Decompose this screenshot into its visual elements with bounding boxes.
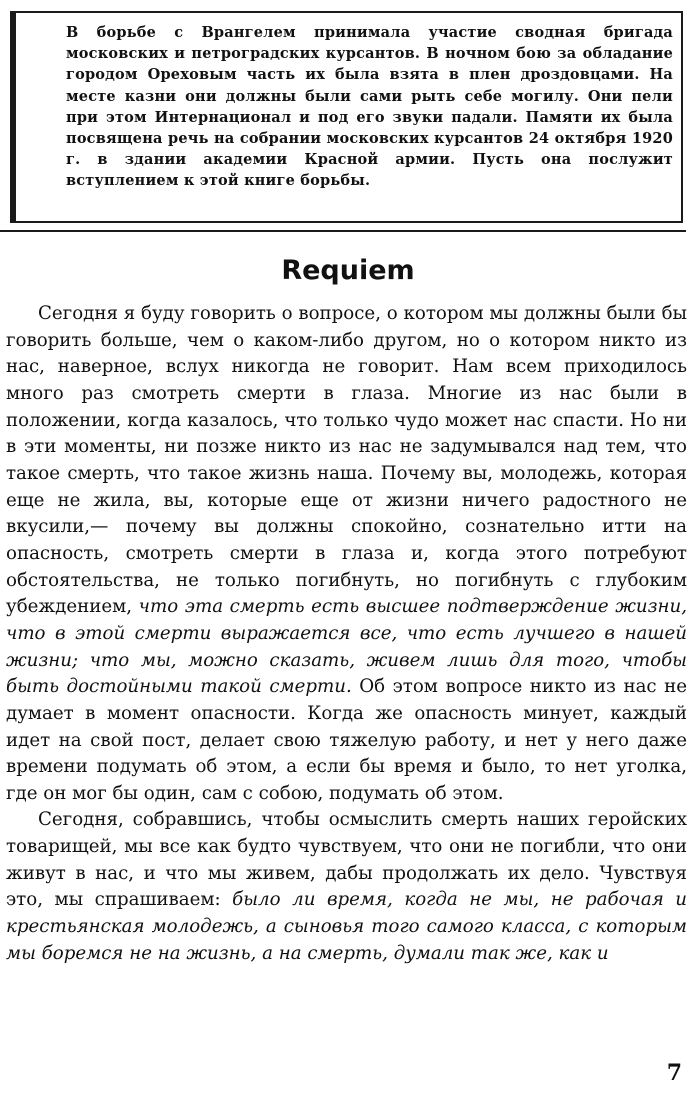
section-divider [0, 230, 686, 232]
paragraph-1-text-part-1: Сегодня я буду говорить о вопросе, о котором мы должны были бы говорить больше, чем о каком-либо другом, но о котором никто из нас, наверное, вслух никогда не говорит. Нам всем приходилось много раз смотреть смерти в глаза. Многие из нас были в положении, когда казалось, что только чудо может нас спасти. Но ни в эти моменты, ни позже никто из нас не задумывался над тем, что такое смерть, что такое жизнь наша. Почему вы, молодежь, которая еще не жила, вы, которые еще от жизни ничего радостного не вкусили,— почему вы должны спокойно, сознательно итти на опасность, смотреть смерти в глаза и, когда этого потребуют обстоятельства, не только погибнуть, но погибнуть с глубоким убеждением, [6, 303, 687, 618]
introductory-note-text: В борьбе с Врангелем принимала участие сводная бригада московских и петроградских курсантов. В ночном бою за обладание городом Ореховым часть их была взята в плен дроздовцами. На месте казни они должны были сами рыть себе могилу. Они пели при этом Интернационал и под его звуки падали. Памяти их была посвящена речь на собрании московских курсантов 24 октября 1920 г. в здании академии Красной армии. Пусть она послужит вступлением к этой книге борьбы. [66, 24, 673, 190]
paragraph-2-text-part-1: Сегодня, собравшись, чтобы осмыслить смерть наших геройских товарищей, мы все как будто чувствуем, что они не погибли, что они живут в нас, и что мы живем, дабы продолжать их дело. Чувствуя это, мы спрашиваем: [6, 809, 687, 911]
chapter-title: Requiem [281, 255, 415, 286]
introductory-note-box [10, 11, 683, 223]
page-number: 7 [666, 1060, 682, 1086]
paragraph-1 [6, 301, 687, 807]
main-text [6, 301, 687, 967]
paragraph-2 [6, 807, 687, 967]
paragraph-1-italic-passage: что эта смерть есть высшее подтверждение жизни, что в этой смерти выражается все, что есть лучшего в нашей жизни; что мы, можно сказать, живем лишь для того, чтобы быть достойными такой смерти. [6, 596, 687, 698]
paragraph-1-text-part-2: Об этом вопросе никто из нас не думает в момент опасности. Когда же опасность минует, каждый идет на свой пост, делает свою тяжелую работу, и нет у него даже времени подумать об этом, а если бы время и было, то нет уголка, где он мог бы один, сам с собою, подумать об этом. [6, 676, 687, 804]
paragraph-2-italic-passage: было ли время, когда не мы, не рабочая и крестьянская молодежь, а сыновья того самого класса, с которым мы боремся не на жизнь, а на смерть, думали так же, как и [6, 889, 687, 964]
